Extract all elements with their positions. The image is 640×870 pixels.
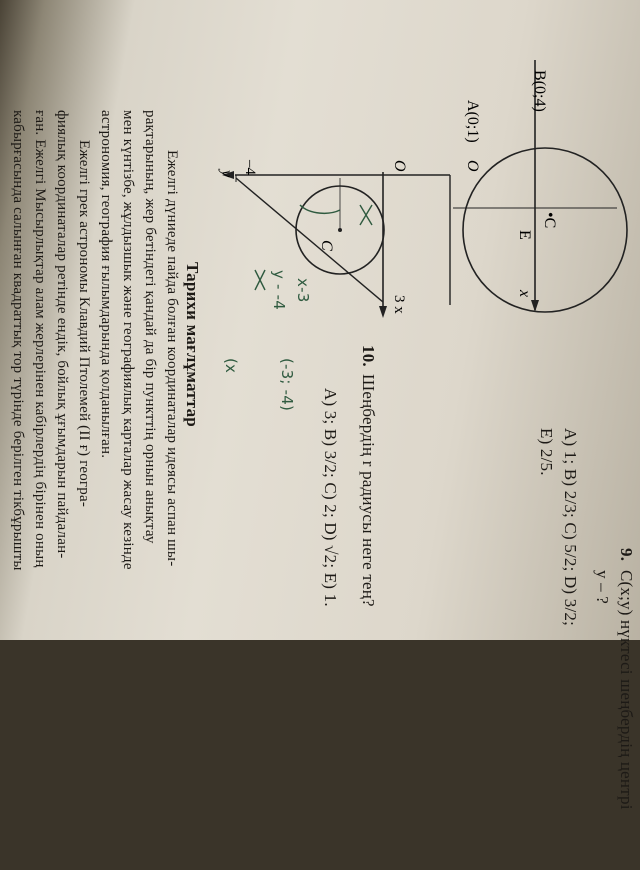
problem9-text: C(x;y) нүктесі шеңбердің центрі xyxy=(617,570,636,810)
handwritten-note-1: x-3 xyxy=(294,278,312,303)
problem9-answers-2: E) 2/5. xyxy=(537,428,556,476)
history-line-8: кабырғасында салынған квадраттық тор түрінде берілген тікбұрышты xyxy=(10,110,26,571)
history-line-3: мен күнтізбе, жұлдызшык және географиялық карталар жасау кезінде xyxy=(120,110,136,570)
handwritten-note-2: y - -4 xyxy=(270,270,288,310)
history-line-2: рақтарының, жер бетіндегі қандай да бір пункттің орнын анықтау xyxy=(142,110,158,544)
figure9-label-c: •C xyxy=(541,212,558,229)
handwritten-note-3: (-3; -4) xyxy=(278,358,296,412)
figure10-label-3x: 3 x xyxy=(391,295,407,314)
history-line-6: фиялық координаталар ретінде ендік, бойлық ұғымдарын пайдалан- xyxy=(54,110,70,559)
problem9-answers-1: A) 1; B) 2/3; C) 5/2; D) 3/2; xyxy=(561,428,580,626)
history-line-1: Ежелгі дүниеде пайда болған координаталар идеясы аспан шы- xyxy=(164,150,180,567)
history-line-4: астрономия, география ғылымдарында қолданылған. xyxy=(98,110,114,459)
history-line-7: ған. Ежелгі Мысырлықтар алам жерлерінен кабірлердің бірінен оның xyxy=(32,110,48,568)
figure10-label-o: O xyxy=(391,160,408,172)
figure9-label-e: E xyxy=(516,230,533,240)
figure9-label-o: O xyxy=(464,160,481,172)
figure9-label-a: A(0;1) xyxy=(464,100,481,143)
problem10-answers: A) 3; B) 3/2; C) 2; D) √2; E) 1. xyxy=(321,388,340,607)
problem9-number: 9. xyxy=(617,548,636,562)
figure10-label-c: C xyxy=(318,240,335,251)
history-heading: Тарихи мағлұматтар xyxy=(183,262,202,427)
history-line-5: Ежелгі грек астрономы Клавдий Птолемей (II ғ) геогра- xyxy=(76,140,92,508)
problem10-text: Шеңбердің r радиусы неге тең? xyxy=(359,374,378,607)
figure9-label-b: B(0;4) xyxy=(531,70,548,112)
handwritten-note-4: (x xyxy=(222,358,240,374)
problem10-number: 10. xyxy=(359,345,378,367)
figure10-label-y: y xyxy=(218,170,235,178)
figure9-label-x: x xyxy=(516,290,533,298)
figure10-label-minus4: –4 xyxy=(242,160,258,175)
problem9-text-cont: y – ? xyxy=(593,570,612,605)
